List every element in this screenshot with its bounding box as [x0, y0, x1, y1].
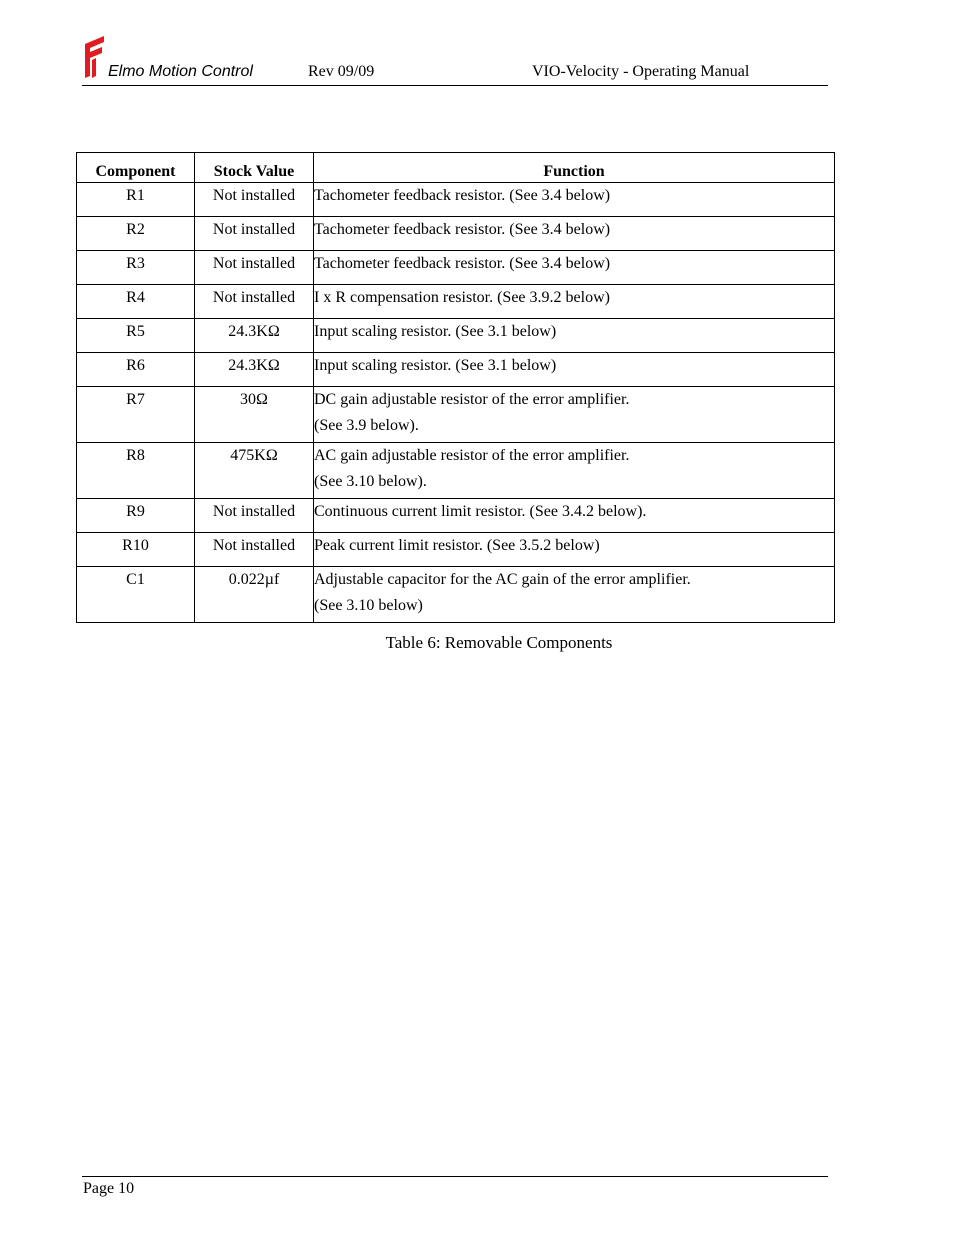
column-header-component: Component [77, 153, 195, 183]
function-text-line: DC gain adjustable resistor of the error amplifier. [314, 391, 630, 408]
cell-stock-value: Not installed [195, 285, 314, 319]
function-text-line: I x R compensation resistor. (See 3.9.2 below) [314, 289, 610, 306]
cell-stock-value: 24.3KΩ [195, 319, 314, 353]
table-row [77, 217, 835, 251]
header-revision: Rev 09/09 [308, 63, 375, 80]
cell-stock-value: Not installed [195, 183, 314, 217]
cell-function [314, 183, 835, 217]
function-text-line: Adjustable capacitor for the AC gain of the error amplifier. [314, 571, 691, 588]
table-header-row [77, 153, 835, 183]
table-row [77, 353, 835, 387]
footer-page-number: Page 10 [83, 1180, 135, 1197]
cell-stock-value: 475KΩ [195, 443, 314, 499]
column-header-function: Function [314, 153, 835, 183]
function-text-line: Continuous current limit resistor. (See 3.4.2 below). [314, 503, 647, 520]
cell-stock-value: 0.022µf [195, 567, 314, 623]
table-row [77, 443, 835, 499]
cell-stock-value: Not installed [195, 251, 314, 285]
table-row [77, 567, 835, 623]
table-row [77, 285, 835, 319]
header-manual-title: VIO-Velocity - Operating Manual [532, 63, 750, 80]
function-text-line: (See 3.10 below). [314, 473, 427, 490]
table-row [77, 251, 835, 285]
table-row [77, 533, 835, 567]
cell-stock-value: Not installed [195, 533, 314, 567]
cell-component: C1 [77, 567, 195, 623]
footer-rule [82, 1176, 828, 1177]
table-body [77, 183, 835, 623]
function-text-line: Tachometer feedback resistor. (See 3.4 below) [314, 187, 611, 204]
cell-stock-value: Not installed [195, 499, 314, 533]
elmo-logo-icon [82, 36, 108, 80]
function-text-line: Peak current limit resistor. (See 3.5.2 below) [314, 537, 600, 554]
table-row [77, 319, 835, 353]
cell-component: R2 [77, 217, 195, 251]
table-row [77, 499, 835, 533]
function-text-line: (See 3.10 below) [314, 597, 423, 614]
cell-function [314, 567, 835, 623]
cell-component: R3 [77, 251, 195, 285]
cell-function [314, 251, 835, 285]
column-header-stock-value: Stock Value [195, 153, 314, 183]
cell-function [314, 443, 835, 499]
function-text-line: Tachometer feedback resistor. (See 3.4 below) [314, 255, 611, 272]
function-text-line: Tachometer feedback resistor. (See 3.4 below) [314, 221, 611, 238]
table-row [77, 387, 835, 443]
cell-function [314, 499, 835, 533]
cell-component: R10 [77, 533, 195, 567]
cell-stock-value: 24.3KΩ [195, 353, 314, 387]
cell-component: R5 [77, 319, 195, 353]
cell-component: R8 [77, 443, 195, 499]
cell-function [314, 217, 835, 251]
function-text-line: Input scaling resistor. (See 3.1 below) [314, 323, 557, 340]
cell-component: R4 [77, 285, 195, 319]
removable-components-table [76, 152, 835, 623]
cell-function [314, 387, 835, 443]
cell-function [314, 319, 835, 353]
cell-component: R6 [77, 353, 195, 387]
cell-stock-value: Not installed [195, 217, 314, 251]
cell-component: R1 [77, 183, 195, 217]
function-text-line: Input scaling resistor. (See 3.1 below) [314, 357, 557, 374]
cell-component: R7 [77, 387, 195, 443]
cell-function [314, 533, 835, 567]
table-row [77, 183, 835, 217]
function-text-line: (See 3.9 below). [314, 417, 419, 434]
cell-function [314, 285, 835, 319]
header-rule [82, 85, 828, 86]
cell-stock-value: 30Ω [195, 387, 314, 443]
table-caption: Table 6: Removable Components [385, 633, 613, 652]
function-text-line: AC gain adjustable resistor of the error amplifier. [314, 447, 630, 464]
cell-component: R9 [77, 499, 195, 533]
header-company: Elmo Motion Control [108, 63, 253, 80]
cell-function [314, 353, 835, 387]
